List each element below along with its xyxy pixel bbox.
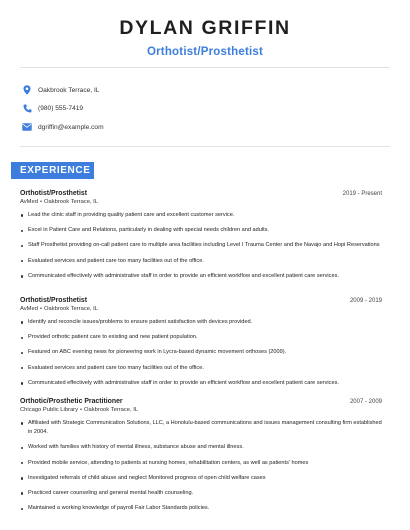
bullet-item: Evaluated services and patient care too many facilities out of the office. xyxy=(20,364,382,373)
resume-header xyxy=(0,0,410,58)
job-company: Chicago Public Library xyxy=(20,407,78,413)
job-entry xyxy=(20,297,382,394)
bullet-item: Lead the clinic staff in providing quality patient care and excellent customer service. xyxy=(20,211,382,220)
location-text: Oakbrook Terrace, IL xyxy=(38,86,100,94)
job-location: Oakbrook Terrace, IL xyxy=(43,199,98,205)
bullet-item: Communicated effectively with administrative staff in order to provide an efficient workflow and excellent patient care services. xyxy=(20,379,382,388)
job-title: Orthotist/Prosthetist xyxy=(20,297,87,304)
location-pin-icon xyxy=(20,83,34,97)
job-bullets xyxy=(20,211,382,281)
job-company-line xyxy=(20,199,382,205)
job-title: Orthotist/Prosthetist xyxy=(20,190,87,197)
job-entry xyxy=(20,190,382,287)
bullet-item: Practiced career counseling and general mental health counseling. xyxy=(20,489,382,498)
bullet-item: Featured on ABC evening news for pioneering work in Lycra-based dynamic movement orthoses (2009). xyxy=(20,348,382,357)
contact-list xyxy=(20,81,104,137)
job-bullets xyxy=(20,419,382,513)
candidate-name: DYLAN GRIFFIN xyxy=(119,17,291,39)
candidate-title: Orthotist/Prosthetist xyxy=(146,46,263,58)
contact-phone xyxy=(20,100,104,118)
bullet-item: Staff Prosthetist providing on-call patient care to multiple area facilities including Level I Trauma Center and the Navajo and Hopi Reservations xyxy=(20,241,382,250)
experience-section-heading xyxy=(11,162,94,179)
experience-heading-text: EXPERIENCE xyxy=(20,165,91,176)
job-dates: 2009 - 2019 xyxy=(349,298,382,304)
bullet-item: Provided orthotic patient care to existing and new patient population. xyxy=(20,333,382,342)
bullet-item: Communicated effectively with administrative staff in order to provide an efficient workflow and excellent patient care services. xyxy=(20,272,382,281)
job-location: Oakbrook Terrace, IL xyxy=(84,407,139,413)
bullet-item: Affiliated with Strategic Communication Solutions, LLC, a Honolulu-based communications and issues management consulting firm established in 2004. xyxy=(20,419,382,437)
job-dates: 2019 - Present xyxy=(342,191,382,197)
header-divider xyxy=(20,67,390,68)
phone-icon xyxy=(20,102,34,116)
bullet-item: Provided mobile service, attending to patients at nursing homes, rehabilitation centers, as well as patients' homes xyxy=(20,459,382,468)
job-dates: 2007 - 2009 xyxy=(349,399,382,405)
contacts-divider xyxy=(20,146,390,147)
email-link[interactable]: dgriffin@example.com xyxy=(38,123,104,131)
meta-separator: • xyxy=(39,199,42,205)
envelope-icon xyxy=(20,120,34,134)
bullet-item: Evaluated services and patient care too many facilities out of the office. xyxy=(20,257,382,266)
meta-separator: • xyxy=(39,306,42,312)
bullet-item: Investigated referrals of child abuse and neglect Monitored progress of open child welfare cases xyxy=(20,474,382,483)
phone-text: (980) 555-7419 xyxy=(38,105,84,112)
bullet-item: Maintained a working knowledge of payroll Fair Labor Standards policies. xyxy=(20,504,382,513)
bullet-item: Worked with families with history of mental illness, substance abuse and mental illness. xyxy=(20,443,382,452)
job-title: Orthotic/Prosthetic Practitioner xyxy=(20,398,123,405)
meta-separator: • xyxy=(80,407,83,413)
job-entry xyxy=(20,398,382,519)
job-company: AvMed xyxy=(20,199,38,205)
contact-email[interactable] xyxy=(20,118,104,136)
job-company-line xyxy=(20,407,382,413)
job-company: AvMed xyxy=(20,306,38,312)
bullet-item: Identify and reconcile issues/problems to ensure patient satisfaction with devices provided. xyxy=(20,318,382,327)
job-bullets xyxy=(20,318,382,388)
bullet-item: Excel in Patient Care and Relations, particularly in dealing with special needs children and adults. xyxy=(20,226,382,235)
job-location: Oakbrook Terrace, IL xyxy=(43,306,98,312)
contact-location xyxy=(20,81,104,99)
job-company-line xyxy=(20,306,382,312)
